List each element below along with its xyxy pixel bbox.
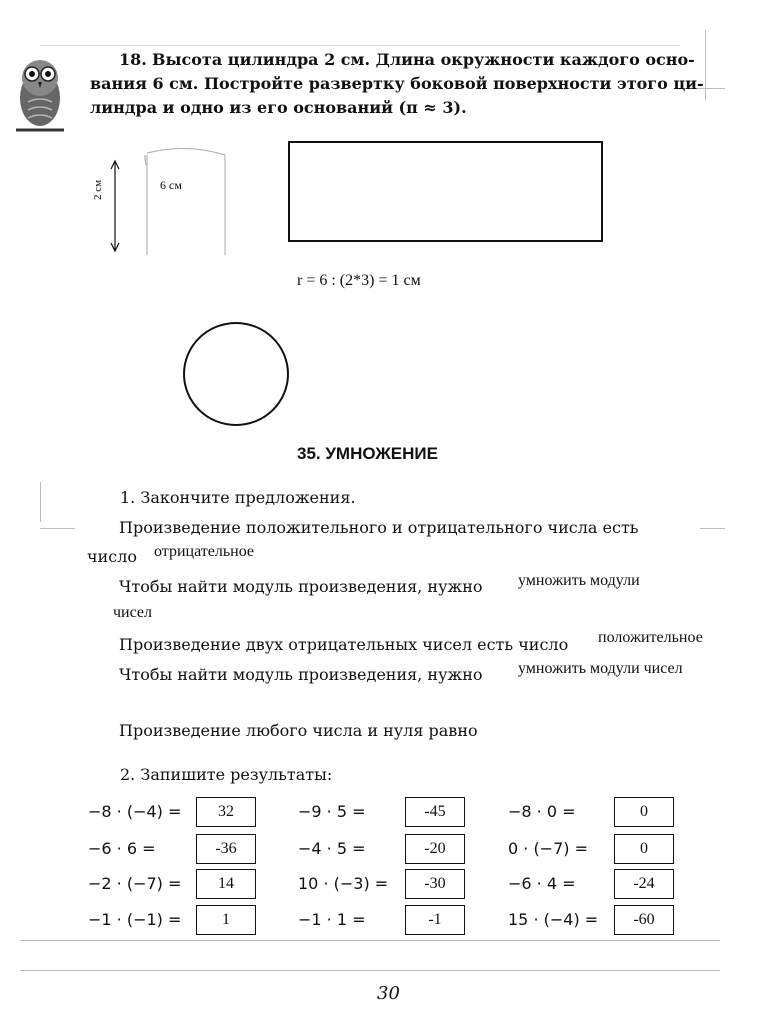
- answer-box[interactable]: -60: [614, 905, 674, 935]
- answer-2b: чисел: [113, 604, 152, 621]
- expression: −2 · (−7) =: [88, 874, 182, 893]
- task2-heading: 2. Запишите результаты:: [120, 765, 333, 784]
- problem-18-line1: 18. Высота цилиндра 2 см. Длина окружности каждого осно-: [119, 50, 695, 69]
- answer-box[interactable]: -36: [196, 834, 256, 864]
- base-circle: [183, 322, 289, 426]
- expression: 15 · (−4) =: [508, 910, 599, 929]
- expression: 10 · (−3) =: [298, 874, 389, 893]
- expression: −4 · 5 =: [298, 839, 366, 858]
- answer-box[interactable]: 0: [614, 797, 674, 827]
- sentence-5: Произведение любого числа и нуля равно: [119, 721, 478, 740]
- lateral-surface-rectangle: [288, 141, 603, 242]
- radius-formula: r = 6 : (2*3) = 1 см: [297, 272, 421, 289]
- problem-number: 18.: [119, 50, 147, 69]
- problem-18-line3: линдра и одно из его оснований (π ≈ 3).: [90, 98, 467, 117]
- page-number: 30: [377, 983, 400, 1004]
- answer-box[interactable]: 0: [614, 834, 674, 864]
- answer-box[interactable]: -45: [405, 797, 465, 827]
- sentence-1a: Произведение положительного и отрицательного числа есть: [119, 518, 639, 537]
- expression: −1 · 1 =: [298, 910, 366, 929]
- sentence-2: Чтобы найти модуль произведения, нужно: [119, 577, 483, 596]
- answer-box[interactable]: 1: [196, 905, 256, 935]
- expression: −6 · 4 =: [508, 874, 576, 893]
- answer-box[interactable]: -30: [405, 869, 465, 899]
- sentence-3: Произведение двух отрицательных чисел есть число: [119, 635, 569, 654]
- answer-box[interactable]: -1: [405, 905, 465, 935]
- sentence-4: Чтобы найти модуль произведения, нужно: [119, 665, 483, 684]
- answer-3: положительное: [598, 629, 703, 646]
- expression: −8 · 0 =: [508, 802, 576, 821]
- problem-18-line2: вания 6 см. Постройте развертку боковой поверхности этого ци-: [90, 74, 704, 93]
- section-title: 35. УМНОЖЕНИЕ: [297, 444, 438, 463]
- expression: −6 · 6 =: [88, 839, 156, 858]
- expression: 0 · (−7) =: [508, 839, 588, 858]
- answer-2a: умножить модули: [518, 572, 640, 589]
- answer-box[interactable]: 32: [196, 797, 256, 827]
- expression: −1 · (−1) =: [88, 910, 182, 929]
- height-label: 2 см: [92, 179, 104, 200]
- expression: −9 · 5 =: [298, 802, 366, 821]
- task1-heading: 1. Закончите предложения.: [120, 488, 356, 507]
- sentence-1b: число: [87, 547, 137, 566]
- circumference-label: 6 см: [160, 178, 182, 192]
- answer-4: умножить модули чисел: [518, 660, 683, 677]
- owl-icon: [14, 52, 66, 132]
- cylinder-figure: [95, 145, 235, 265]
- expression: −8 · (−4) =: [88, 802, 182, 821]
- answer-box[interactable]: -20: [405, 834, 465, 864]
- answer-box[interactable]: 14: [196, 869, 256, 899]
- answer-box[interactable]: -24: [614, 869, 674, 899]
- answer-1: отрицательное: [154, 543, 255, 560]
